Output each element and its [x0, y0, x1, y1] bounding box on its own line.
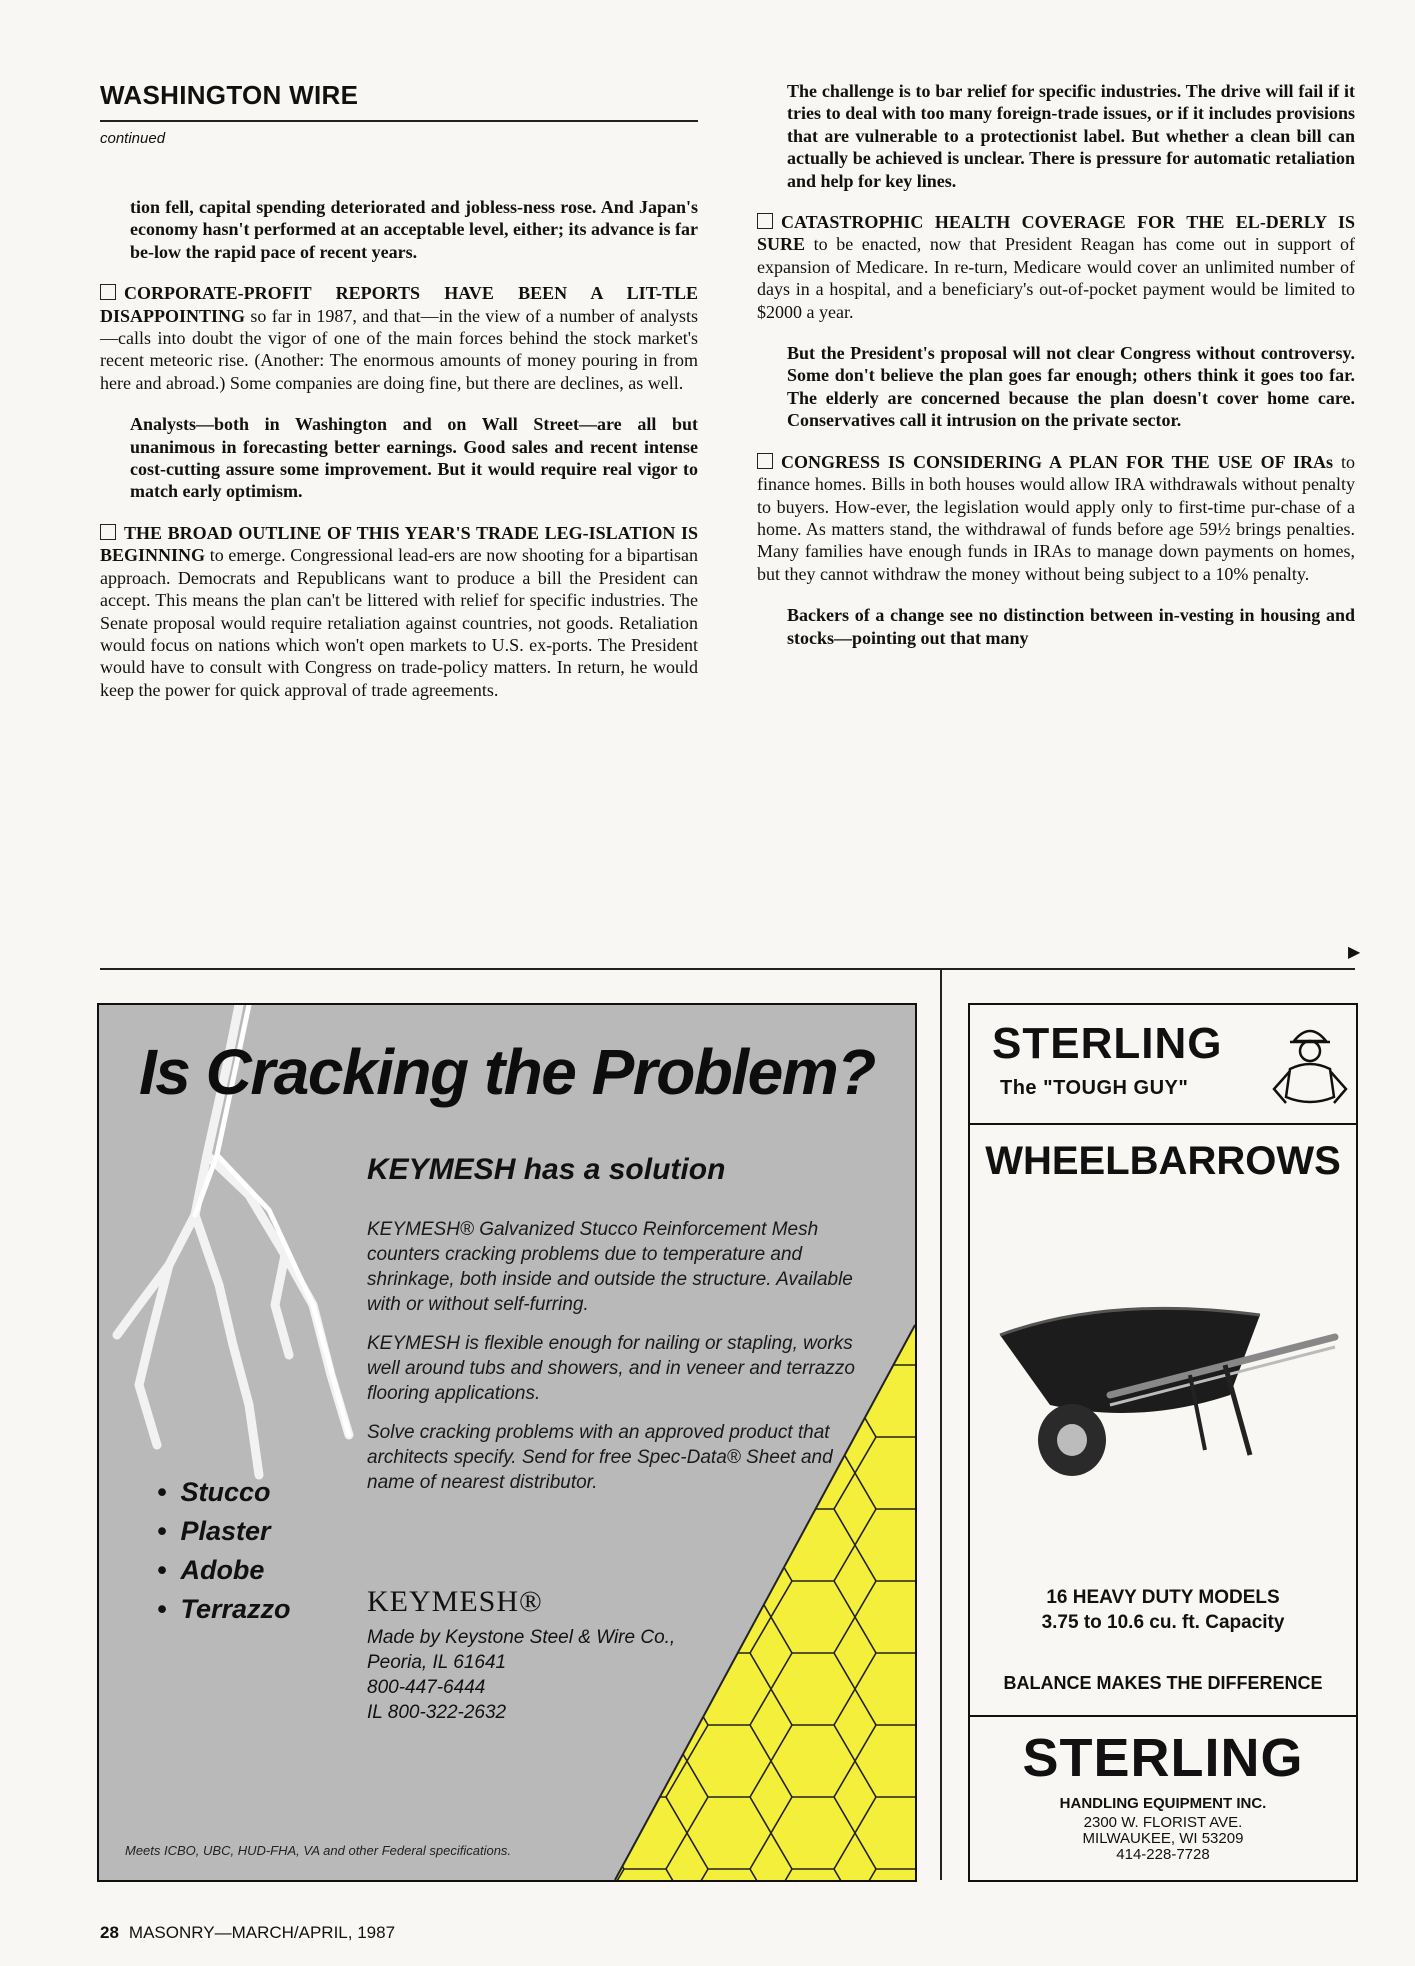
list-item: • Plaster: [157, 1512, 290, 1551]
brand-name: KEYMESH®: [367, 1585, 543, 1618]
list-item: • Stucco: [157, 1473, 290, 1512]
ad-divider: [940, 968, 942, 1880]
paragraph: [100, 522, 698, 701]
paragraph-text: to finance homes. Bills in both houses would allow IRA withdrawals without penalty to buyers. How-ever, the legislation would apply only to first-time pur-chase of a home. As matters stand, the withdrawal of funds before age 59½ brings penalties. Many families have enough funds in IRAs to manage down payments on homes, but they cannot withdraw the money without being subject to a 10% penalty.: [757, 451, 1356, 584]
phone-number: IL 800-322-2632: [367, 1702, 507, 1723]
paragraph: But the President's proposal will not clear Congress without controversy. Some don't believe the plan goes far enough; others think it goes too far. The elderly are concerned because the plan doesn't cover home care. Conservatives call it intrusion on the private sector.: [787, 343, 1355, 431]
address-line: 2300 W. FLORIST AVE.: [1083, 1814, 1243, 1831]
wheelbarrow-icon: [990, 1285, 1340, 1485]
phone-number: 414-228-7728: [1116, 1846, 1210, 1863]
section-divider: [100, 968, 1355, 970]
capacity: 3.75 to 10.6 cu. ft. Capacity: [1041, 1612, 1285, 1633]
paragraph-lead: CORPORATE-PROFIT REPORTS HAVE BEEN A LIT-TLE DISAPPOINTING: [100, 283, 698, 326]
ad-paragraph: Solve cracking problems with an approved product that architects specify. Send for free Spec-Data® Sheet and name of nearest distributor.: [367, 1422, 833, 1493]
list-item: • Adobe: [157, 1551, 290, 1590]
checkbox-bullet: [757, 453, 773, 469]
checkbox-bullet: [100, 284, 116, 300]
paragraph: tion fell, capital spending deteriorated and jobless-ness rose. And Japan's economy hasn't performed at an acceptable level, either; its advance is far be-low the rapid pace of recent years.: [130, 197, 698, 262]
ad-paragraph: KEYMESH® Galvanized Stucco Reinforcement Mesh counters cracking problems due to temperature and shrinkage, both inside and outside the structure. Available with or without self-furring.: [367, 1219, 853, 1315]
section-title: WASHINGTON WIRE: [100, 80, 359, 110]
checkbox-bullet: [757, 213, 773, 229]
continue-arrow-icon: ▶: [1348, 942, 1361, 961]
paragraph-text: to be enacted, now that President Reagan has come out in support of expansion of Medicare. In re-turn, Medicare would cover an unlimited number of days in a hospital, and a beneficiary's out-of-pocket payment would be limited to $2000 a year.: [757, 234, 1356, 322]
maker-city: Peoria, IL 61641: [367, 1652, 507, 1673]
tagline: The "TOUGH GUY": [1000, 1077, 1189, 1099]
page-number: 28: [100, 1923, 119, 1942]
address-line: MILWAUKEE, WI 53209: [1082, 1830, 1244, 1847]
right-column: [757, 80, 1355, 668]
tough-guy-icon: [1270, 1015, 1350, 1115]
company-name: HANDLING EQUIPMENT INC.: [1059, 1795, 1267, 1812]
paragraph: [100, 282, 698, 394]
maker-name: Made by Keystone Steel & Wire Co.,: [367, 1627, 676, 1648]
ad-footnote: Meets ICBO, UBC, HUD-FHA, VA and other Federal specifications.: [125, 1843, 512, 1858]
ad-subheading: KEYMESH has a solution: [367, 1153, 726, 1186]
models-text: [970, 1585, 1356, 1635]
publication-line: MASONRY—MARCH/APRIL, 1987: [128, 1923, 396, 1942]
ad-headline: Is Cracking the Problem?: [139, 1036, 875, 1108]
uses-list: [157, 1473, 290, 1629]
paragraph-lead: CONGRESS IS CONSIDERING A PLAN FOR THE USE OF IRAs: [781, 451, 1333, 472]
slogan: BALANCE MAKES THE DIFFERENCE: [1003, 1673, 1323, 1693]
product-name: WHEELBARROWS: [985, 1139, 1341, 1183]
paragraph-lead: THE BROAD OUTLINE OF THIS YEAR'S TRADE LEG-ISLATION IS BEGINNING: [100, 522, 698, 566]
maker-address: [367, 1625, 675, 1725]
model-count: 16 HEAVY DUTY MODELS: [1046, 1587, 1280, 1608]
paragraph: The challenge is to bar relief for specific industries. The drive will fail if it tries to deal with too many foreign-trade issues, or if it includes provisions that are vulnerable to a protectionist label. But whether a clean bill can actually be achieved is unclear. There is pressure for automatic retaliation and help for key lines.: [787, 81, 1355, 191]
brand-name: STERLING: [992, 1019, 1223, 1068]
keymesh-ad: [97, 1003, 917, 1882]
paragraph-text: to emerge. Congressional lead-ers are now shooting for a bipartisan approach. Democrats and Republicans want to produce a bill the President can accept. This means the plan can't be littered with relief for specific industries. The Senate proposal would require retaliation against countries, not goods. Retaliation would focus on nations which won't open markets to U.S. ex-ports. The President would have to consult with Congress on trade-policy matters. In return, he would keep the power for quick approval of trade agreements.: [100, 545, 699, 700]
page-footer: [100, 1923, 395, 1943]
company-logo: STERLING: [1022, 1728, 1304, 1788]
checkbox-bullet: [100, 524, 116, 540]
ad-body: [367, 1217, 877, 1509]
paragraph-text: so far in 1987, and that—in the view of a number of analysts—calls into doubt the vigor of one of the main forces behind the stock market's recent meteoric rise. (Another: The enormous amounts of money pouring in from here and abroad.) Some companies are doing fine, but there are declines, as well.: [100, 305, 698, 393]
left-column: [100, 196, 698, 720]
paragraph: Analysts—both in Washington and on Wall Street—are all but unanimous in forecasting better earnings. Good sales and recent intense cost-cutting assure some improvement. But it would require real vigor to match early optimism.: [130, 414, 698, 502]
sterling-ad: [968, 1003, 1358, 1882]
ad-rule: [970, 1715, 1356, 1717]
paragraph-lead: CATASTROPHIC HEALTH COVERAGE FOR THE EL-DERLY IS SURE: [757, 212, 1355, 255]
header-rule: [100, 120, 698, 122]
paragraph: [757, 211, 1355, 323]
continued-label: continued: [100, 130, 166, 147]
phone-number: 800-447-6444: [367, 1677, 486, 1698]
ad-paragraph: KEYMESH is flexible enough for nailing or stapling, works well around tubs and showers, and in veneer and terrazzo flooring applications.: [367, 1333, 855, 1404]
paragraph: [757, 451, 1355, 585]
list-item: • Terrazzo: [157, 1590, 290, 1629]
paragraph: Backers of a change see no distinction between in-vesting in housing and stocks—pointing out that many: [787, 605, 1355, 648]
company-address: [970, 1815, 1356, 1863]
